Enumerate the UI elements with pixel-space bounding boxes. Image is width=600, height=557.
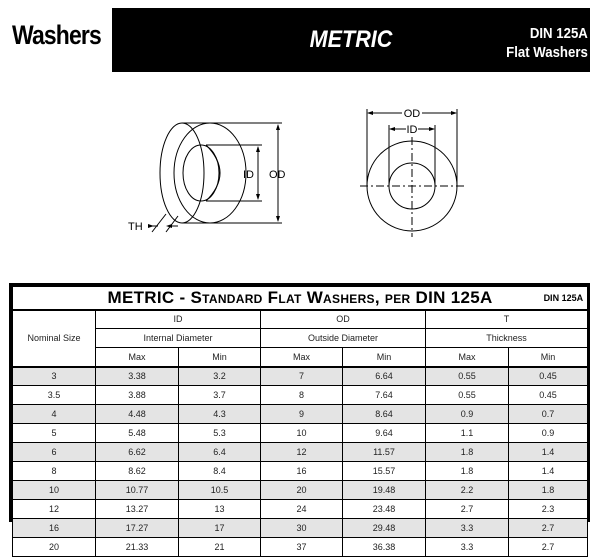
id-min-cell: 3.2 [179,367,261,386]
od-min-cell: 9.64 [343,424,426,443]
od-max-cell: 24 [261,500,343,519]
nominal-size-cell: 12 [13,500,96,519]
t-min-cell: 2.7 [509,538,588,557]
table-row [13,386,588,405]
od-min-cell: 6.64 [343,367,426,386]
t-max-cell: 2.2 [426,481,509,500]
washer-front-diagram [350,95,490,245]
id-max-cell: 10.77 [96,481,179,500]
nominal-size-cell: 8 [13,462,96,481]
table-row [13,519,588,538]
od-max-cell: 7 [261,367,343,386]
header-band [112,8,590,72]
id-min-cell: 17 [179,519,261,538]
t-min-cell: 1.4 [509,443,588,462]
id-min-cell: 21 [179,538,261,557]
spec-table [12,286,588,557]
table-row [13,405,588,424]
od-min-cell: 23.48 [343,500,426,519]
id-min-cell: 3.7 [179,386,261,405]
t-min-cell: 0.45 [509,367,588,386]
id-min-cell: 13 [179,500,261,519]
table-title: METRIC - Standard Flat Washers, per DIN 125A [107,287,493,307]
od-min-cell: 15.57 [343,462,426,481]
id-max-cell: 3.38 [96,367,179,386]
brand-title: Washers [12,20,101,50]
t-min-header: Min [509,348,588,367]
t-min-cell: 1.4 [509,462,588,481]
washer-perspective-icon [110,90,310,240]
t-max-cell: 2.7 [426,500,509,519]
od-min-cell: 36.38 [343,538,426,557]
id-max-cell: 17.27 [96,519,179,538]
washer-front-icon [350,95,490,245]
id-min-cell: 10.5 [179,481,261,500]
od-min-cell: 8.64 [343,405,426,424]
t-min-cell: 1.8 [509,481,588,500]
table-row [13,443,588,462]
nominal-size-cell: 5 [13,424,96,443]
t-min-cell: 2.3 [509,500,588,519]
table-row [13,424,588,443]
id-max-cell: 3.88 [96,386,179,405]
id-min-header: Min [179,348,261,367]
t-min-cell: 0.9 [509,424,588,443]
id-label: ID [406,124,418,136]
t-max-cell: 0.55 [426,386,509,405]
id-min-cell: 6.4 [179,443,261,462]
thickness-header: Thickness [426,329,588,348]
od-label: OD [269,169,286,181]
od-min-cell: 11.57 [343,443,426,462]
group-name-row [13,329,588,348]
t-max-header: Max [426,348,509,367]
table-standard-tag: DIN 125A [543,293,584,303]
od-max-cell: 12 [261,443,343,462]
od-code-header: OD [261,310,426,329]
table-row [13,367,588,386]
id-max-cell: 21.33 [96,538,179,557]
nominal-size-cell: 16 [13,519,96,538]
id-min-cell: 8.4 [179,462,261,481]
id-max-cell: 6.62 [96,443,179,462]
nominal-size-header: Nominal Size [13,310,96,367]
table-body [13,367,588,557]
t-max-cell: 0.9 [426,405,509,424]
t-max-cell: 0.55 [426,367,509,386]
od-max-cell: 20 [261,481,343,500]
t-max-cell: 1.8 [426,443,509,462]
id-max-cell: 8.62 [96,462,179,481]
nominal-size-cell: 4 [13,405,96,424]
outside-diameter-header: Outside Diameter [261,329,426,348]
nominal-size-cell: 3.5 [13,386,96,405]
od-min-cell: 29.48 [343,519,426,538]
t-min-cell: 0.7 [509,405,588,424]
table-row [13,538,588,557]
nominal-size-cell: 10 [13,481,96,500]
th-label: TH [128,221,143,233]
t-max-cell: 3.3 [426,519,509,538]
internal-diameter-header: Internal Diameter [96,329,261,348]
washer-perspective-diagram [110,90,310,240]
od-min-cell: 7.64 [343,386,426,405]
sub-header-row [13,348,588,367]
od-max-cell: 10 [261,424,343,443]
id-max-header: Max [96,348,179,367]
od-max-cell: 16 [261,462,343,481]
table-row [13,500,588,519]
t-min-cell: 0.45 [509,386,588,405]
standard-code: DIN 125A [530,25,588,42]
t-code-header: T [426,310,588,329]
table-row [13,481,588,500]
od-max-cell: 9 [261,405,343,424]
t-max-cell: 3.3 [426,538,509,557]
od-max-cell: 37 [261,538,343,557]
od-label: OD [403,108,421,120]
od-max-cell: 30 [261,519,343,538]
id-min-cell: 4.3 [179,405,261,424]
nominal-size-cell: 6 [13,443,96,462]
id-min-cell: 5.3 [179,424,261,443]
group-code-row [13,310,588,329]
t-min-cell: 2.7 [509,519,588,538]
table-title-row [13,287,588,310]
id-label: ID [243,169,254,181]
t-max-cell: 1.8 [426,462,509,481]
id-max-cell: 5.48 [96,424,179,443]
band-title: METRIC [309,26,393,53]
table-row [13,462,588,481]
nominal-size-cell: 20 [13,538,96,557]
band-subtitle [506,24,588,62]
product-type: Flat Washers [506,44,588,61]
od-max-cell: 8 [261,386,343,405]
spec-table-container [9,283,590,552]
id-max-cell: 4.48 [96,405,179,424]
t-max-cell: 1.1 [426,424,509,443]
od-min-header: Min [343,348,426,367]
id-code-header: ID [96,310,261,329]
od-max-header: Max [261,348,343,367]
od-min-cell: 19.48 [343,481,426,500]
id-max-cell: 13.27 [96,500,179,519]
nominal-size-cell: 3 [13,367,96,386]
